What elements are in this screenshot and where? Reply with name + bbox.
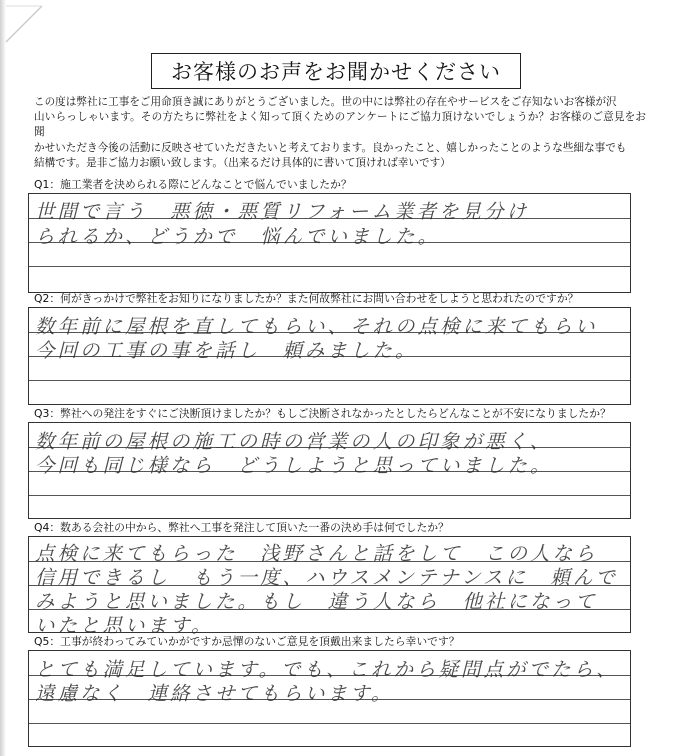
intro-line: 山いらっしゃいます。その方たちに弊社をよく知って頂くためのアンケートにご協力頂けないでしょうか？お客様のご意見をお聞 (34, 111, 646, 139)
question-label-q3: Q3：弊社への発注をすぐにご決断頂けましたか？もしご決断されなかったとしたらどんなことが不安になりましたか？ (34, 407, 611, 420)
intro-line: かせいただき今後の活動に反映させていただきたいと考えております。良かったこと、嬉しかったことのような些細な事でも (34, 141, 627, 154)
intro-paragraph (34, 95, 646, 171)
answer-line: 信用できるし もう一度、ハウスメンテナンスに 頼んで (35, 566, 618, 589)
answer-line: 点検に来てもらった 浅野さんと話をして この人なら (35, 542, 598, 565)
answer-box-q2 (28, 307, 631, 405)
corner-fold-mark (4, 4, 44, 44)
answer-line: 数年前に屋根を直してもらい、それの点検に来てもらい (35, 315, 598, 338)
answer-line: 今回も同じ様なら どうしようと思っていました。 (35, 454, 553, 477)
answer-line: 世間で言う 悪徳・悪質リフォーム業者を見分け (35, 200, 530, 223)
question-label-q5: Q5：工事が終わってみていかがですか忌憚のないご意見を頂戴出来ましたら幸いです？ (34, 635, 460, 648)
page-title (151, 53, 521, 89)
answer-line: 遠慮なく 連絡させてもらいます。 (35, 682, 394, 705)
answer-line: みようと思いました。もし 違う人なら 他社になって (35, 590, 598, 613)
answer-line: 今回の工事の事を話し 頼みました。 (35, 339, 418, 362)
answer-box-q3 (28, 422, 631, 519)
page-title-text: お客様のお声をお聞かせください (171, 60, 501, 84)
question-label-q2: Q2：何がきっかけで弊社をお知りになりましたか？また何故弊社にお問い合わせをしようと思われたのですか？ (34, 292, 579, 305)
question-label-q4: Q4：数ある会社の中から、弊社へ工事を発注して頂いた一番の決め手は何でしたか？ (34, 521, 449, 534)
intro-line: 結構です。是非ご協力お願い致します。（出来るだけ具体的に書いて頂ければ幸いです） (34, 156, 451, 169)
scan-edge (0, 0, 6, 756)
answer-line: 数年前の屋根の施工の時の営業の人の印象が悪く、 (35, 430, 553, 453)
answer-box-q5 (28, 650, 631, 747)
answer-box-q1 (28, 193, 631, 293)
answer-line: とても満足しています。でも、これから疑問点がでたら、 (35, 658, 619, 681)
answer-line: られるか、どうかで 悩んでいました。 (35, 225, 441, 248)
intro-line: この度は弊社に工事をご用命頂き誠にありがとうございました。世の中には弊社の存在やサービスをご存知ないお客様が沢 (34, 96, 617, 108)
answer-line: いたと思います。 (35, 614, 214, 637)
question-label-q1: Q1：施工業者を決められる際にどんなことで悩んでいましたか？ (34, 178, 352, 191)
answer-box-q4 (28, 536, 631, 637)
